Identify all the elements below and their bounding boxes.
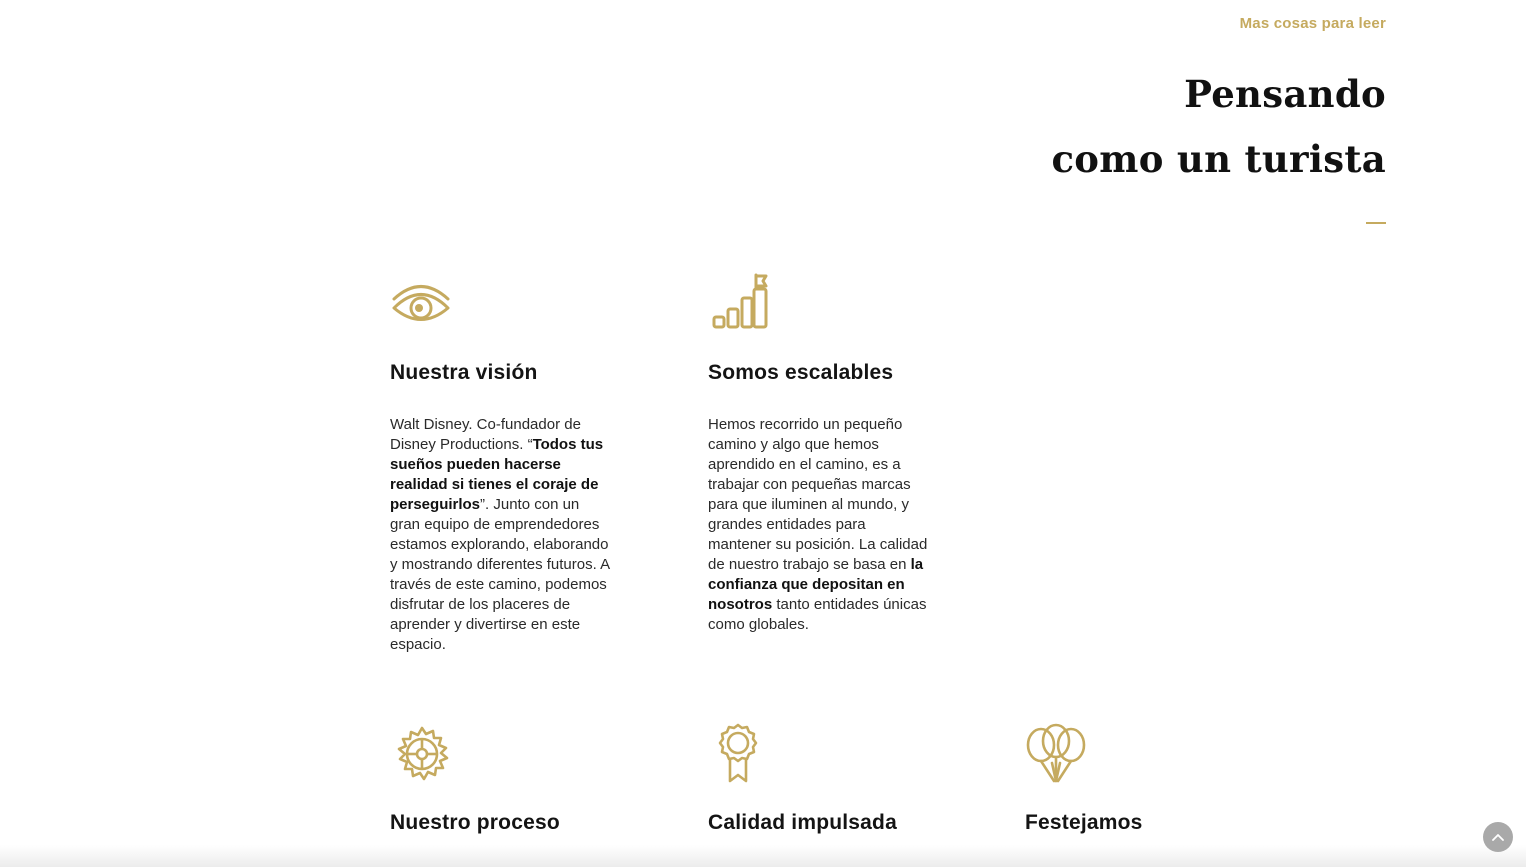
feature-title: Festejamos	[1025, 811, 1143, 834]
feature-text-highlight: Todos tus sueños pueden hacerse realidad si tienes el coraje de perseguirlos	[390, 436, 604, 513]
feature-title: Nuestro proceso	[390, 811, 560, 834]
page-title-line-2: como un turista	[1051, 137, 1386, 181]
eye-icon	[390, 275, 452, 337]
feature-quality	[708, 723, 933, 834]
feature-title: Nuestra visión	[390, 361, 538, 384]
feature-title: Somos escalables	[708, 361, 894, 384]
page-title	[1051, 62, 1386, 192]
chevron-up-icon	[1492, 833, 1504, 841]
feature-process	[390, 723, 615, 834]
bottom-fade	[0, 845, 1526, 867]
feature-text-highlight: la confianza que depositan en nosotros	[708, 556, 924, 613]
feature-text-part: Walt Disney. Co-fundador de Disney Productions. “	[390, 416, 581, 453]
page-title-line-1: Pensando	[1184, 72, 1386, 116]
award-ribbon-icon	[708, 723, 770, 785]
feature-text-part: tanto entidades únicas como globales.	[708, 596, 927, 633]
gear-icon	[390, 723, 452, 785]
feature-title: Calidad impulsada	[708, 811, 897, 834]
feature-text-part: ”. Junto con un gran equipo de emprendedores estamos explorando, elaborando y mostrando diferentes futuros. A través de este camino, podemos disfrutar de los placeres de aprender y divertirse en este espacio.	[390, 496, 610, 653]
feature-celebrate	[1025, 723, 1250, 834]
growth-bars-flag-icon	[708, 271, 770, 333]
accent-divider	[1366, 222, 1386, 224]
feature-text-part: Hemos recorrido un pequeño camino y algo que hemos aprendido en el camino, es a trabajar con pequeñas marcas para que iluminen al mundo, y grandes entidades para mantener su posición. La calidad de nuestro trabajo se basa en	[708, 416, 928, 573]
feature-vision	[390, 275, 615, 653]
feature-description	[708, 415, 930, 635]
more-reading-link[interactable]: Mas cosas para leer	[1239, 15, 1386, 32]
scroll-to-top-button[interactable]	[1483, 822, 1513, 852]
feature-scalable	[708, 271, 933, 633]
balloons-icon	[1025, 723, 1087, 785]
feature-description	[390, 415, 610, 655]
